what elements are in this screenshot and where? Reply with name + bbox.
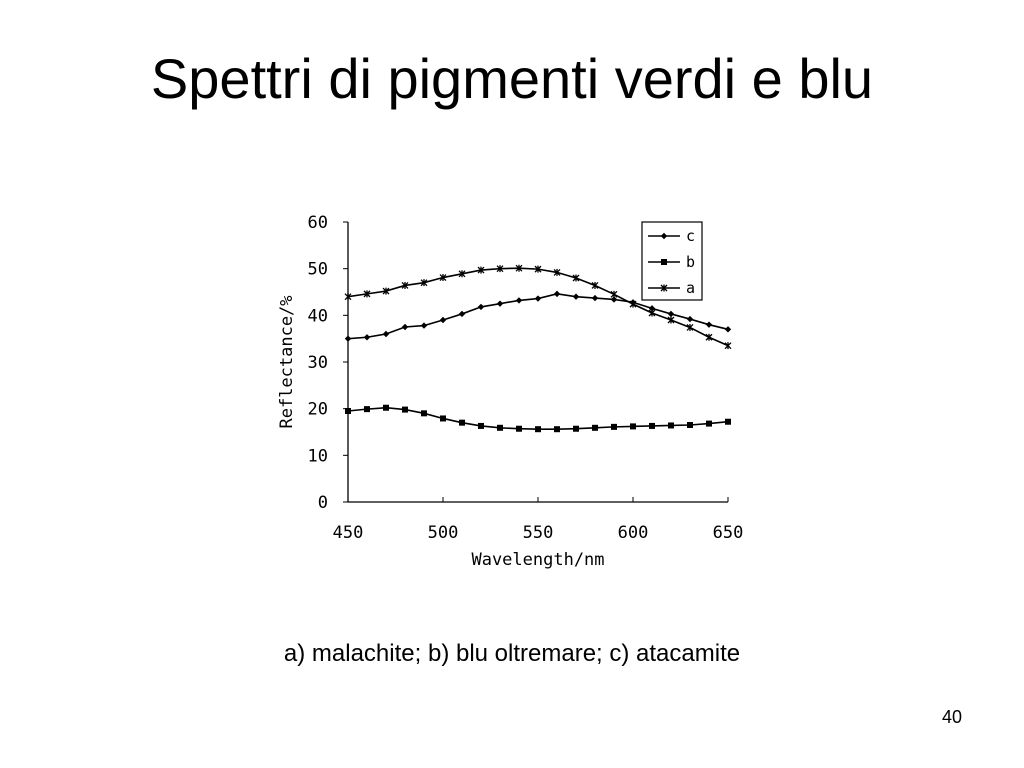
data-point-b bbox=[421, 410, 427, 416]
data-point-c bbox=[554, 291, 560, 297]
y-axis-label: Reflectance/% bbox=[277, 295, 297, 429]
data-point-a bbox=[611, 291, 617, 298]
x-tick-label: 650 bbox=[712, 523, 744, 543]
y-tick-label: 50 bbox=[307, 259, 328, 280]
data-point-b bbox=[554, 426, 560, 432]
y-tick-label: 40 bbox=[307, 306, 328, 327]
data-point-c bbox=[725, 326, 731, 332]
data-point-c bbox=[421, 322, 427, 328]
data-point-b bbox=[440, 415, 446, 421]
data-point-b bbox=[706, 421, 712, 427]
data-point-c bbox=[459, 311, 465, 317]
data-point-b bbox=[592, 425, 598, 431]
data-point-c bbox=[402, 324, 408, 330]
data-point-c bbox=[478, 304, 484, 310]
data-point-c bbox=[592, 295, 598, 301]
data-point-b bbox=[459, 420, 465, 426]
data-point-b bbox=[345, 408, 351, 414]
data-point-b bbox=[687, 422, 693, 428]
figure-caption: a) malachite; b) blu oltremare; c) atacamite bbox=[283, 640, 741, 667]
data-point-a bbox=[706, 334, 712, 341]
slide-title: Spettri di pigmenti verdi e blu bbox=[150, 47, 874, 110]
data-point-c bbox=[668, 311, 674, 317]
data-point-c bbox=[535, 295, 541, 301]
data-point-c bbox=[497, 300, 503, 306]
data-point-c bbox=[383, 331, 389, 337]
y-tick-label: 60 bbox=[307, 213, 328, 233]
data-point-b bbox=[668, 422, 674, 428]
data-point-c bbox=[573, 293, 579, 299]
page-number: 40 bbox=[941, 707, 962, 727]
data-point-c bbox=[345, 335, 351, 341]
data-point-b bbox=[535, 426, 541, 432]
legend-label-a: a bbox=[686, 279, 696, 297]
legend-label-b: b bbox=[686, 253, 696, 271]
data-point-b bbox=[516, 426, 522, 432]
data-point-b bbox=[649, 423, 655, 429]
legend-marker-b bbox=[661, 259, 667, 265]
y-tick-label: 0 bbox=[317, 493, 328, 513]
x-tick-label: 550 bbox=[522, 523, 554, 543]
data-point-c bbox=[440, 317, 446, 323]
reflectance-chart bbox=[270, 200, 770, 590]
data-point-c bbox=[516, 297, 522, 303]
x-tick-label: 450 bbox=[332, 523, 364, 543]
data-point-b bbox=[725, 419, 731, 425]
data-point-b bbox=[497, 425, 503, 431]
data-point-b bbox=[573, 426, 579, 432]
legend-label-c: c bbox=[686, 227, 696, 245]
data-point-c bbox=[687, 316, 693, 322]
data-point-b bbox=[478, 423, 484, 429]
data-point-c bbox=[364, 334, 370, 340]
x-axis-label: Wavelength/nm bbox=[471, 550, 605, 570]
data-point-c bbox=[706, 321, 712, 327]
y-tick-label: 20 bbox=[307, 399, 328, 420]
data-point-a bbox=[630, 301, 636, 308]
data-point-b bbox=[630, 423, 636, 429]
data-point-b bbox=[402, 407, 408, 413]
data-point-b bbox=[383, 405, 389, 411]
data-point-b bbox=[364, 406, 370, 412]
x-tick-label: 500 bbox=[427, 523, 459, 543]
data-point-a bbox=[725, 342, 731, 349]
y-tick-label: 30 bbox=[307, 353, 328, 373]
x-tick-label: 600 bbox=[617, 523, 649, 543]
y-tick-label: 10 bbox=[307, 446, 328, 467]
data-point-b bbox=[611, 424, 617, 430]
